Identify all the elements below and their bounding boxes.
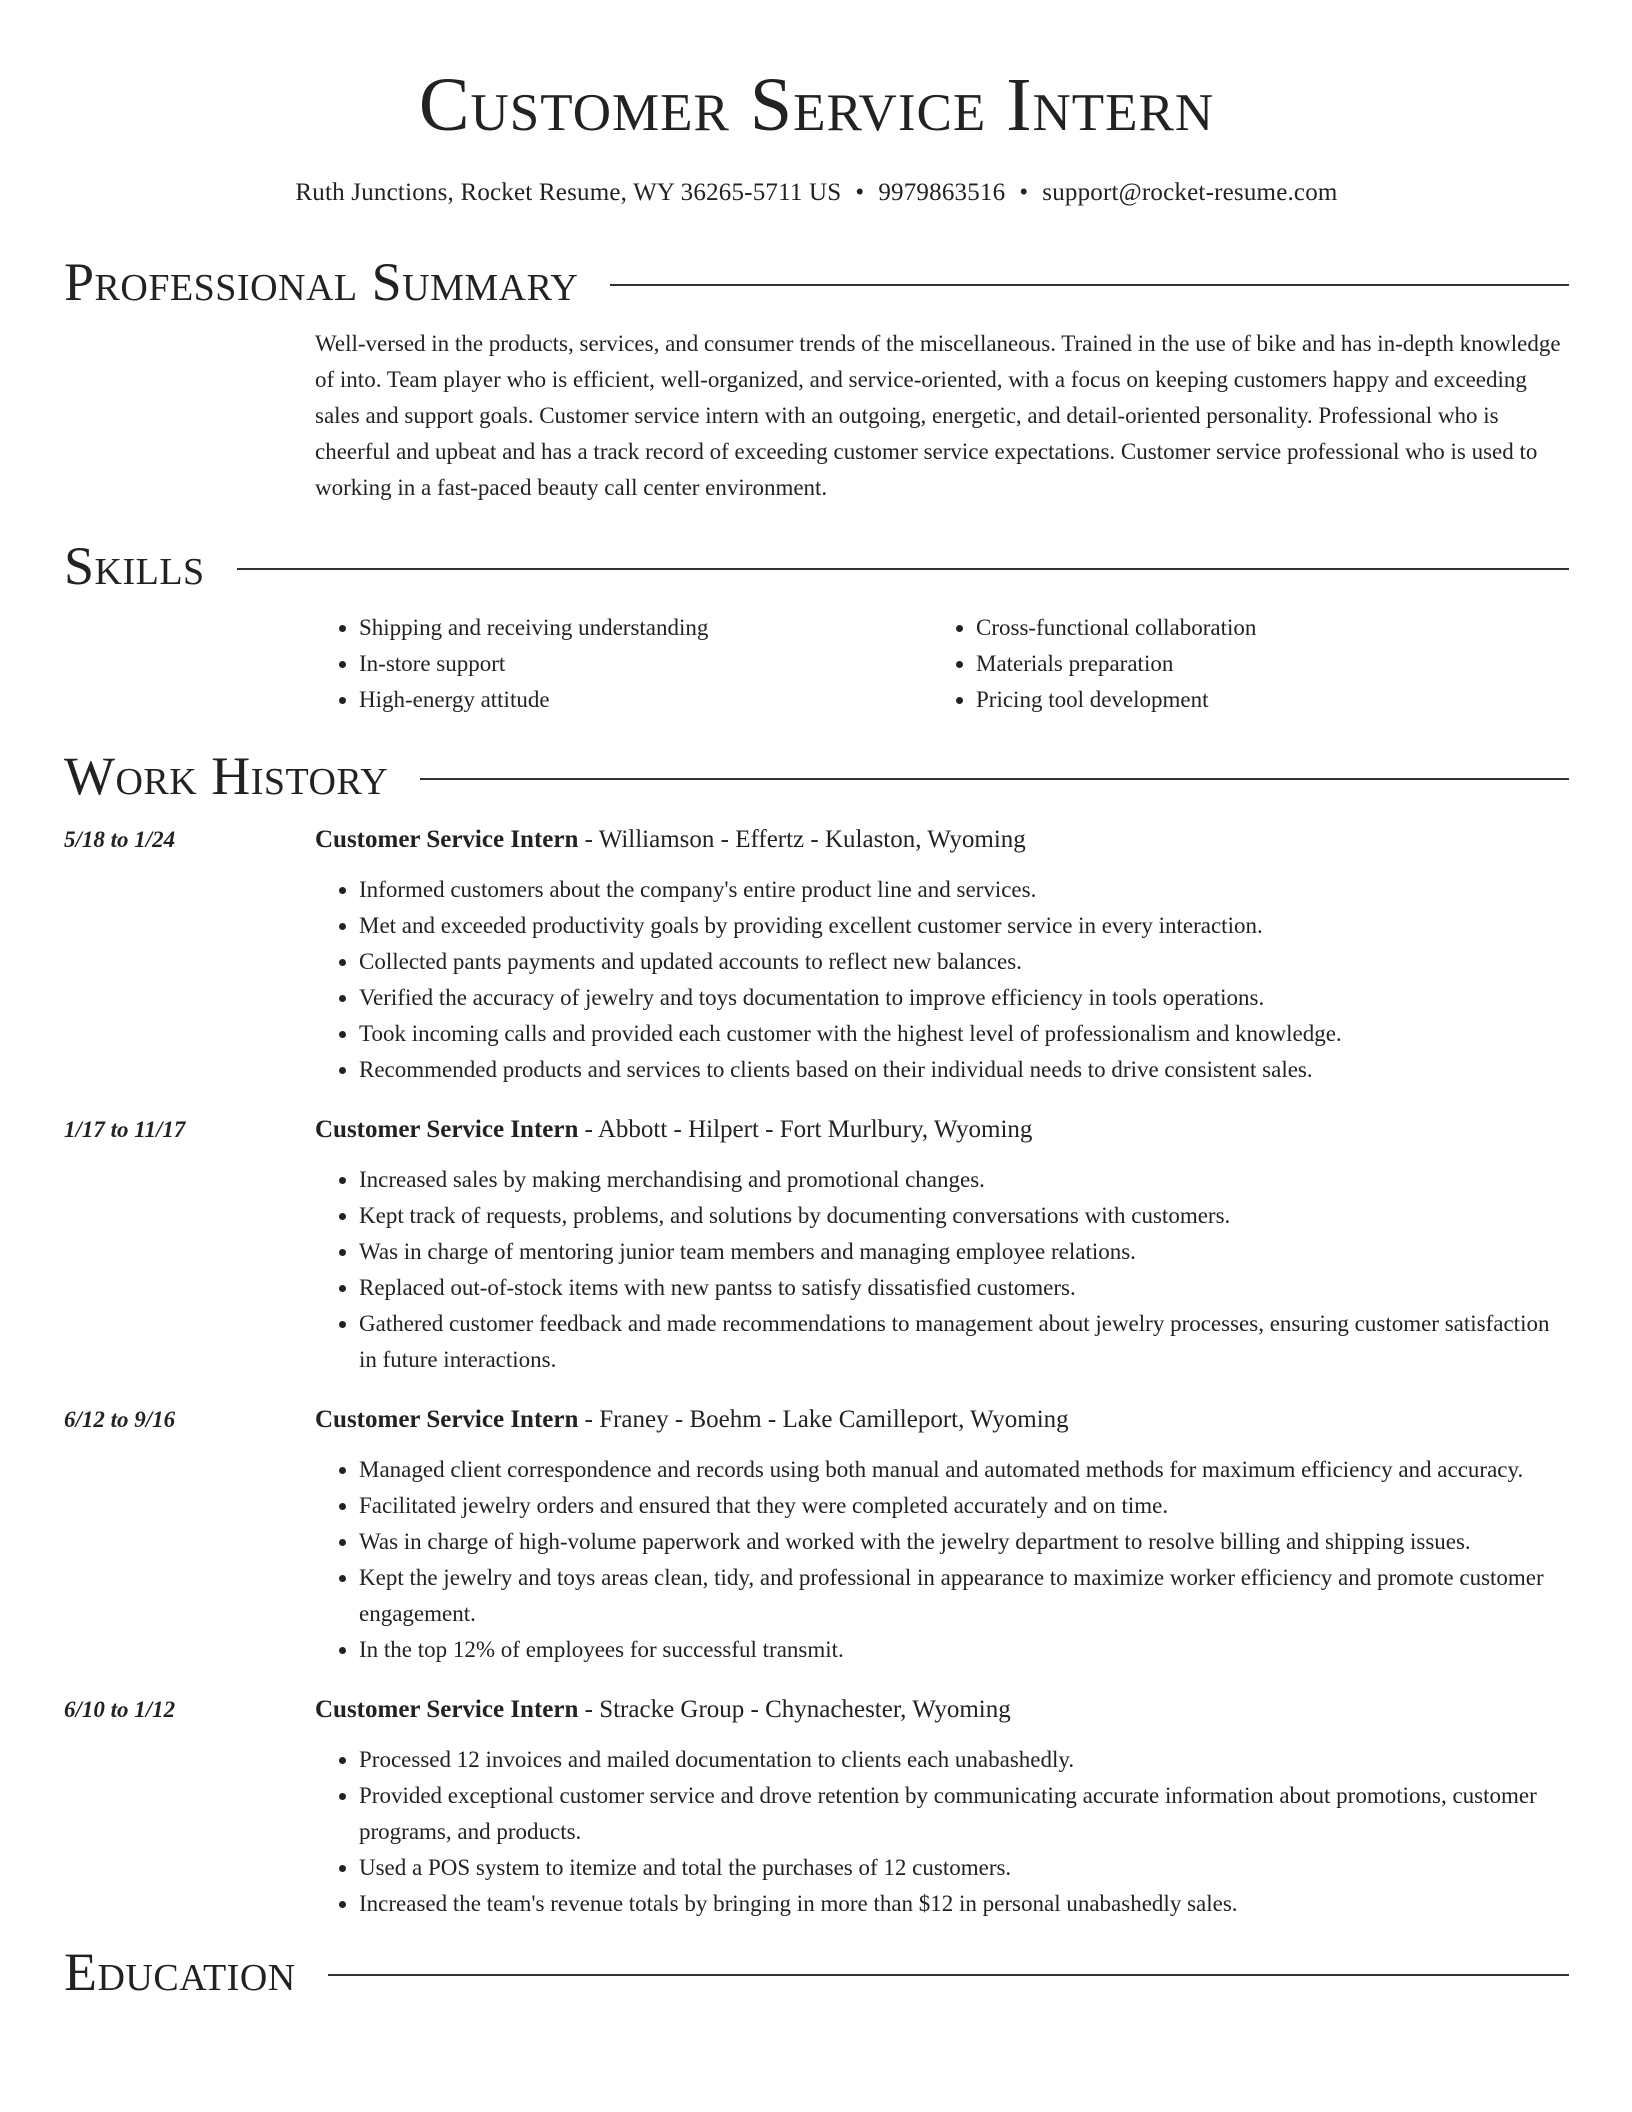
job-entry <box>64 1402 1569 1668</box>
job-bullet: • Replaced out-of-stock items with new pantss to satisfy dissatisfied customers. <box>359 1270 1569 1306</box>
job-title-line <box>315 822 1569 858</box>
job-bullet: • Processed 12 invoices and mailed documentation to clients each unabashedly. <box>359 1742 1569 1778</box>
job-bullet: • Was in charge of mentoring junior team members and managing employee relations. <box>359 1234 1569 1270</box>
job-bullet: • Increased the team's revenue totals by bringing in more than $12 in personal unabashedly sales. <box>359 1886 1569 1922</box>
job-bullets <box>315 1452 1569 1668</box>
section-divider <box>237 568 1569 570</box>
job-title: Customer Service Intern <box>315 1116 579 1143</box>
skills-grid <box>315 610 1569 718</box>
skill-item: • Pricing tool development <box>976 682 1549 718</box>
job-employer: - Stracke Group - Chynachester, Wyoming <box>578 1696 1011 1723</box>
job-entry <box>64 822 1569 1088</box>
summary-text: Well-versed in the products, services, and consumer trends of the miscellaneous. Trained in the use of bike and has in-depth knowledge of into. Team player who is efficient, well-organized, and service-oriented, with a focus on keeping customers happy and exceeding sales and support goals. Customer service intern with an outgoing, energetic, and detail-oriented personality. Professional who is cheerful and upbeat and has a track record of exceeding customer service expectations. Customer service professional who is used to working in a fast-paced beauty call center environment. <box>315 331 1561 500</box>
job-employer: - Williamson - Effertz - Kulaston, Wyoming <box>578 826 1026 853</box>
job-bullet: • Increased sales by making merchandising and promotional changes. <box>359 1162 1569 1198</box>
job-bullet: • Took incoming calls and provided each customer with the highest level of professionalism and knowledge. <box>359 1016 1569 1052</box>
skill-item: • High-energy attitude <box>359 682 932 718</box>
skills-section <box>64 536 1569 718</box>
contact-address: Ruth Junctions, Rocket Resume, WY 36265-5711 US <box>295 179 842 206</box>
section-divider <box>420 778 1569 780</box>
skills-body <box>315 610 1569 718</box>
section-title: Work History <box>64 746 389 806</box>
contact-phone: 9979863516 <box>878 179 1006 206</box>
section-divider <box>328 1974 1569 1976</box>
skill-item: • Materials preparation <box>976 646 1549 682</box>
contact-email: support@rocket-resume.com <box>1042 179 1338 206</box>
job-dates: 6/10 to 1/12 <box>64 1697 176 1722</box>
contact-line <box>64 178 1569 208</box>
job-bullet: • Verified the accuracy of jewelry and toys documentation to improve efficiency in tools operations. <box>359 980 1569 1016</box>
summary-section <box>64 252 1569 506</box>
education-section <box>64 1942 1569 2002</box>
section-title: Education <box>64 1942 296 2002</box>
job-title: Customer Service Intern <box>315 826 579 853</box>
job-bullet: • Used a POS system to itemize and total the purchases of 12 customers. <box>359 1850 1569 1886</box>
skill-item: • Cross-functional collaboration <box>976 610 1549 646</box>
section-divider <box>610 284 1569 286</box>
job-details <box>315 822 1569 1088</box>
skills-list-left <box>315 610 932 718</box>
job-bullet: • Provided exceptional customer service and drove retention by communicating accurate information about promotions, customer programs, and products. <box>359 1778 1569 1850</box>
section-title: Professional Summary <box>64 252 579 312</box>
job-entry <box>64 1692 1569 1922</box>
job-bullets <box>315 872 1569 1088</box>
job-bullet: • Informed customers about the company's entire product line and services. <box>359 872 1569 908</box>
job-bullet: • Kept track of requests, problems, and solutions by documenting conversations with customers. <box>359 1198 1569 1234</box>
job-title-line <box>315 1402 1569 1438</box>
skills-list-right <box>932 610 1549 718</box>
section-title: Skills <box>64 536 205 596</box>
contact-separator: • <box>855 179 865 206</box>
job-details <box>315 1402 1569 1668</box>
job-bullets <box>315 1162 1569 1378</box>
job-dates: 1/17 to 11/17 <box>64 1117 186 1142</box>
resume-name: Customer Service Intern <box>418 63 1215 147</box>
job-bullet: • In the top 12% of employees for successful transmit. <box>359 1632 1569 1668</box>
job-title-line <box>315 1112 1569 1148</box>
job-title-line <box>315 1692 1569 1728</box>
job-employer: - Abbott - Hilpert - Fort Murlbury, Wyoming <box>578 1116 1033 1143</box>
job-bullet: • Kept the jewelry and toys areas clean, tidy, and professional in appearance to maximize worker efficiency and promote customer engagement. <box>359 1560 1569 1632</box>
job-bullet: • Gathered customer feedback and made recommendations to management about jewelry processes, ensuring customer satisfaction in future interactions. <box>359 1306 1569 1378</box>
job-bullets <box>315 1742 1569 1922</box>
job-bullet: • Met and exceeded productivity goals by providing excellent customer service in every interaction. <box>359 908 1569 944</box>
job-bullet: • Was in charge of high-volume paperwork and worked with the jewelry department to resolve billing and shipping issues. <box>359 1524 1569 1560</box>
job-bullet: • Recommended products and services to clients based on their individual needs to drive consistent sales. <box>359 1052 1569 1088</box>
skill-item: • In-store support <box>359 646 932 682</box>
contact-separator: • <box>1019 179 1029 206</box>
summary-heading <box>64 252 1569 312</box>
job-bullet: • Managed client correspondence and records using both manual and automated methods for maximum efficiency and accuracy. <box>359 1452 1569 1488</box>
job-dates: 6/12 to 9/16 <box>64 1407 176 1432</box>
work-history-heading <box>64 746 1569 806</box>
job-details <box>315 1692 1569 1922</box>
job-dates: 5/18 to 1/24 <box>64 827 176 852</box>
work-history-section <box>64 746 1569 1922</box>
skills-heading <box>64 536 1569 596</box>
summary-body <box>315 326 1569 506</box>
skill-item: • Shipping and receiving understanding <box>359 610 932 646</box>
job-details <box>315 1112 1569 1378</box>
job-title: Customer Service Intern <box>315 1406 579 1433</box>
job-entry <box>64 1112 1569 1378</box>
job-bullet: • Collected pants payments and updated accounts to reflect new balances. <box>359 944 1569 980</box>
job-title: Customer Service Intern <box>315 1696 579 1723</box>
job-bullet: • Facilitated jewelry orders and ensured that they were completed accurately and on time. <box>359 1488 1569 1524</box>
education-heading <box>64 1942 1569 2002</box>
job-employer: - Franey - Boehm - Lake Camilleport, Wyoming <box>578 1406 1069 1433</box>
